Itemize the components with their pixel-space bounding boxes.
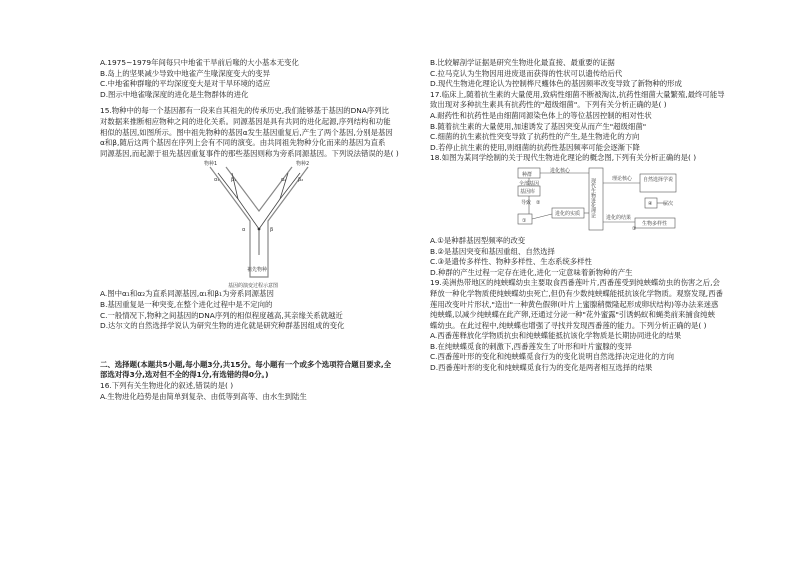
natural-selection-box: 自然选择学说 bbox=[643, 176, 674, 183]
q19-option-d: D.西番莲叶形的变化和纯蛱蝶觅食行为的变化是两者相互选择的结果 bbox=[430, 363, 653, 373]
q16-stem: 16.下列有关生物进化的叙述,错误的是( ) bbox=[100, 380, 234, 390]
species2-label: 物种2 bbox=[296, 161, 310, 168]
q15-stem-line: 15.物种中的每一个基因都有一段来自其祖先的传承历史,我们能够基于基因的DNA序列比 bbox=[100, 106, 390, 116]
q19-option-c: C.西番莲叶形的变化和纯蛱蝶觅食行为的变化说明自然选择决定进化的方向 bbox=[430, 352, 675, 362]
beta2-label: β₂ bbox=[298, 177, 304, 184]
marker-one: ① bbox=[522, 217, 527, 224]
q17-stem-line: 致出现对多种抗生素具有抗药性的"超级细菌"。下列有关分析正确的是( ) bbox=[430, 100, 667, 110]
q19-option-b: B.在纯蛱蝶觅食的刺激下,西番莲发生了叶形和叶片蜜腺的变异 bbox=[430, 341, 632, 351]
evo-core-label: 进化核心 bbox=[550, 167, 571, 174]
evolution-concept-map bbox=[430, 164, 760, 236]
q18-stem: 18.如图为某同学绘制的关于现代生物进化理论的概念图,下列有关分析正确的是( ) bbox=[430, 153, 697, 163]
theory-core-label: 理论核心 bbox=[612, 175, 633, 182]
q16-option-a: A.生物进化趋势是由简单到复杂、由低等到高等、由水生到陆生 bbox=[100, 391, 307, 401]
q18-option-a: A.①是种群基因型频率的改变 bbox=[430, 235, 526, 245]
beta1-label: β₁ bbox=[231, 177, 237, 184]
causes-label: 导致 bbox=[521, 199, 532, 206]
q17-option-a: A.耐药性和抗药性是由细菌同源染色体上的等位基因控制的相对性状 bbox=[430, 110, 652, 120]
q15-option-b: B.基因重复是一种突变,在整个进化过程中是不定向的 bbox=[100, 299, 273, 309]
q17-option-d: D.若停止抗生素的使用,则细菌的抗药性基因频率可能会逐渐下降 bbox=[430, 142, 640, 152]
alpha2-label: α₂ bbox=[281, 177, 287, 184]
q14-option-a: A.1975~1979年间每只中地雀干旱前后喙的大小基本无变化 bbox=[100, 58, 299, 67]
q17-option-c: C.细菌的抗生素抗性突变导致了抗药性的产生,是生物进化的方向 bbox=[430, 132, 640, 142]
left-column bbox=[100, 58, 426, 402]
marker-two: ② bbox=[536, 199, 541, 206]
q19-stem-line: 纯蛱蝶,以减少纯蛱蝶在此产卵,还通过分泌一种"花外蜜露"引诱蚂蚁和蝇类前来捕食纯蛱 bbox=[430, 310, 715, 320]
section2-heading: 二、选择题(本题共5小题,每小题3分,共15分。每小题有一个或多个选项符合题目要求,全 bbox=[100, 359, 392, 369]
marker-three: ③ bbox=[632, 225, 637, 232]
q15-stem-line: 对数据来推断相应物种之间的进化关系。同源基因是具有共同的进化起源,序列结构和功能 bbox=[100, 116, 391, 126]
q15-option-d: D.达尔文的自然选择学说认为研究生物的进化就是研究种群基因组成的变化 bbox=[100, 321, 345, 331]
q16-option-b: B.比较解剖学证据是研究生物进化最直接、最重要的证据 bbox=[430, 58, 615, 67]
beta-label: β bbox=[270, 227, 274, 234]
q17-option-b: B.随着抗生素的大量使用,加速诱发了基因突变从而产生"超级细菌" bbox=[430, 121, 647, 131]
evo-result-label: 进化的结果 bbox=[606, 214, 632, 221]
q14-option-b: B.岛上的坚果减少导致中地雀产生喙深度变大的变异 bbox=[100, 68, 271, 78]
q14-option-d: D.图示中地雀喙深度的进化是生物群体的进化 bbox=[100, 89, 249, 99]
q18-option-c: C.③是遗传多样性、物种多样性、生态系统多样性 bbox=[430, 257, 592, 267]
q17-stem-line: 17.临床上,随着抗生素的大量使用,致病性细菌不断被淘汰,抗药性细菌大量繁殖,最终可能导 bbox=[430, 89, 725, 99]
q19-stem-line: 19.美洲热带地区的纯蛱蝶幼虫主要取食西番莲叶片,西番莲受到纯蛱蝶幼虫的伤害之后,会 bbox=[430, 278, 720, 288]
biodiversity-box: 生物多样性 bbox=[642, 220, 668, 227]
q15-stem-line: α和β,随后这两个基因在序列上会有不同的演变。由共同祖先物种分化而来的基因为直系 bbox=[100, 138, 386, 148]
section2-heading: 部选对得3分,选对但不全的得1分,有选错的得0分。) bbox=[100, 370, 269, 380]
figure-caption: 基因的演变过程示意图 bbox=[228, 283, 279, 290]
population-box: 种群 bbox=[522, 171, 533, 178]
levels-label: 层次 bbox=[663, 200, 674, 207]
q19-stem-line: 莲用改变叶片形状,"造出"一种黄色假卵(叶片上蜜腺稍微隆起形成卵状结构)等办法来迷惑 bbox=[430, 299, 719, 309]
q18-option-d: D.种群的产生过程一定存在进化,进化一定意味着新物种的产生 bbox=[430, 267, 633, 277]
q18-option-b: B.②是基因突变和基因重组、自然选择 bbox=[430, 246, 555, 256]
all-genes-label: 全部基因 bbox=[519, 180, 540, 187]
q15-option-a: A.图中α₁和α₂为直系同源基因,α₁和β₁为旁系同源基因 bbox=[100, 289, 274, 299]
center-char: 现代生物进化理论 bbox=[590, 177, 596, 218]
gene-evolution-figure bbox=[100, 159, 426, 289]
q16-option-d: D.现代生物进化理论认为控制桦尺蠖体色的基因频率改变导致了新物种的形成 bbox=[430, 79, 682, 89]
ancestor-label: 祖先物种 bbox=[247, 267, 268, 274]
gene-evolution-svg bbox=[100, 159, 426, 289]
species1-label: 物种1 bbox=[204, 161, 218, 168]
gene-pool-box: 基因库 bbox=[520, 188, 536, 195]
q15-option-c: C.一般情况下,物种之间基因的DNA序列的相似程度越高,其亲缘关系就越近 bbox=[100, 310, 343, 320]
alpha1-label: α₁ bbox=[214, 177, 220, 184]
q14-option-c: C.中地雀种群喙的平均深度变大是对干旱环境的适应 bbox=[100, 79, 271, 89]
q19-option-a: A.西番莲释放化学物质抗虫和纯蛱蝶能抵抗该化学物质是长期协同进化的结果 bbox=[430, 331, 682, 341]
evo-essence-box: 进化的实质 bbox=[555, 210, 581, 217]
right-column bbox=[430, 58, 760, 374]
alpha-label: α bbox=[242, 227, 246, 234]
concept-map-svg bbox=[430, 164, 760, 236]
q15-stem-line: 同源基因,而起源于祖先基因重复事件的那些基因则称为旁系同源基因。下列说法错误的是( ) bbox=[100, 148, 399, 158]
q19-stem-line: 释放一种化学物质使纯蛱蝶幼虫死亡,但仍有少数纯蛱蝶能抵抗该化学物质。观察发现,西番 bbox=[430, 288, 723, 298]
q19-stem-line: 蝶幼虫。在此过程中,纯蛱蝶也增强了寻找并发现西番莲的能力。下列分析正确的是( ) bbox=[430, 320, 707, 330]
marker-four: ④ bbox=[648, 200, 653, 207]
q15-stem-line: 相似的基因,如图所示。图中祖先物种的基因α发生基因重复后,产生了两个基因,分别是基因 bbox=[100, 127, 393, 137]
q16-option-c: C.拉马克认为生物因用进废退而获得的性状可以遗传给后代 bbox=[430, 68, 623, 78]
